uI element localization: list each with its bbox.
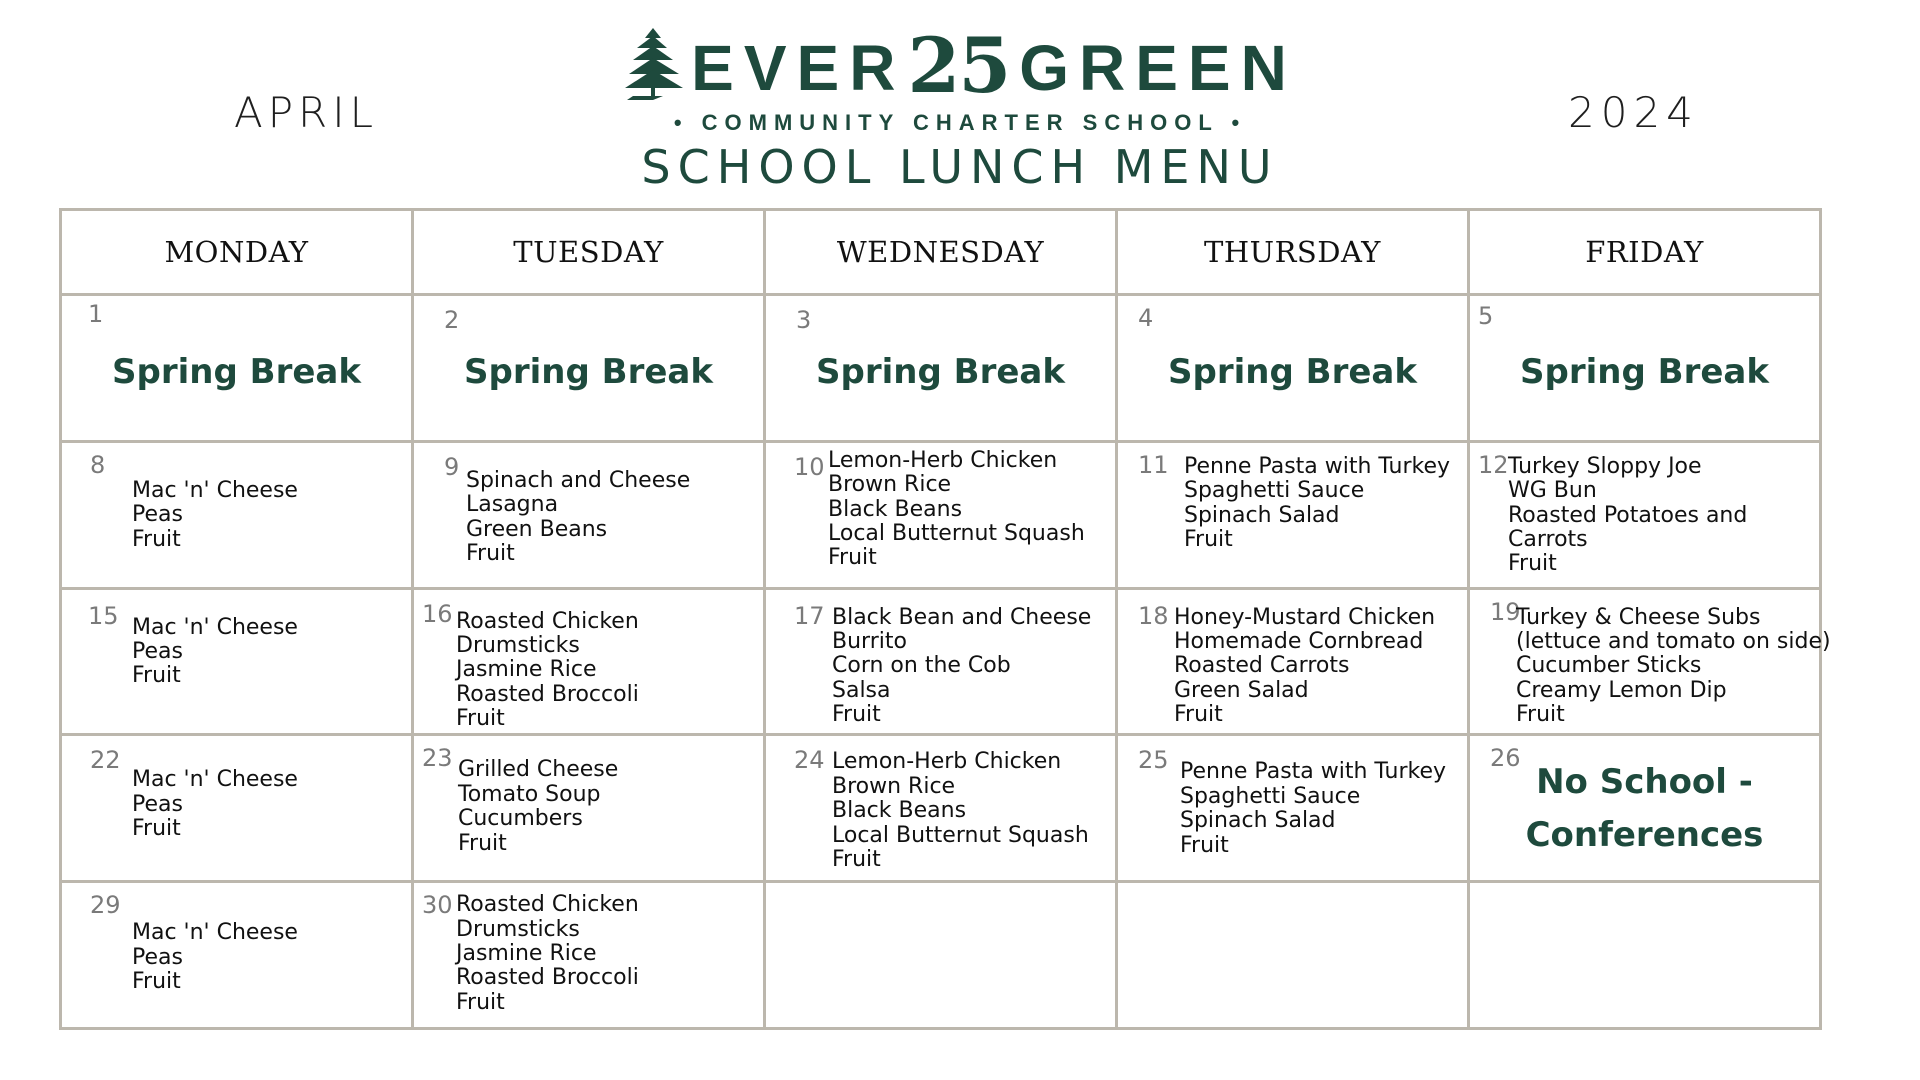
day-cell-tuesday — [413, 441, 765, 588]
meal-item: Spaghetti Sauce — [1184, 478, 1365, 504]
special-day-label: Spring Break — [1168, 352, 1417, 392]
meal-item: Honey-Mustard Chicken — [1174, 604, 1436, 630]
meal-item: Fruit — [458, 830, 507, 856]
meal-item: Burrito — [832, 629, 907, 654]
meal-list — [132, 768, 298, 841]
day-cell-thursday — [1117, 735, 1469, 882]
meal-item: Green Salad — [1174, 677, 1309, 703]
school-name: • COMMUNITY CHARTER SCHOOL • — [673, 110, 1247, 135]
day-number: 22 — [90, 746, 121, 775]
meal-item: Salsa — [832, 677, 891, 703]
day-number: 4 — [1138, 304, 1154, 332]
day-cell-tuesday — [413, 735, 765, 882]
meal-item: Roasted Chicken — [456, 608, 639, 634]
calendar-week-row — [61, 295, 1821, 442]
meal-item: Turkey Sloppy Joe — [1508, 453, 1702, 479]
day-number: 30 — [422, 891, 453, 920]
day-number: 23 — [422, 744, 453, 773]
day-number: 1 — [88, 300, 104, 328]
special-day-line: Conferences — [1525, 815, 1764, 856]
meal-list — [132, 921, 298, 994]
meal-item: Fruit — [1180, 832, 1229, 858]
meal-list — [1516, 606, 1831, 728]
special-day-label — [1470, 756, 1819, 862]
meal-item: Roasted Potatoes and — [1508, 502, 1748, 528]
day-cell-friday — [1469, 441, 1821, 588]
meal-item: Spinach and Cheese — [466, 467, 691, 493]
meal-item: Spinach Salad — [1184, 502, 1340, 528]
meal-item: Turkey & Cheese Subs — [1516, 604, 1761, 630]
meal-item: Fruit — [1516, 702, 1565, 728]
meal-item: Fruit — [1174, 702, 1223, 728]
day-cell-monday — [61, 295, 413, 442]
meal-item: Tomato Soup — [458, 781, 601, 807]
day-number: 2 — [444, 306, 460, 334]
meal-item: Fruit — [828, 545, 877, 571]
weekday-header-row — [61, 210, 1821, 295]
day-cell-monday — [61, 588, 413, 735]
meal-item: Peas — [132, 502, 183, 528]
calendar-week-row — [61, 441, 1821, 588]
school-logo — [0, 21, 1920, 110]
day-cell-tuesday — [413, 295, 765, 442]
logo-word-right: GREEN — [1019, 32, 1297, 104]
page-title: SCHOOL LUNCH MENU — [641, 140, 1279, 194]
day-number: 24 — [794, 746, 825, 775]
weekday-header-wednesday: WEDNESDAY — [765, 210, 1117, 295]
meal-item: Mac 'n' Cheese — [132, 767, 298, 793]
meal-item: Lemon-Herb Chicken — [832, 749, 1062, 775]
meal-item: Fruit — [132, 969, 181, 994]
day-number: 8 — [90, 450, 106, 479]
meal-list — [832, 606, 1091, 728]
meal-item: Jasmine Rice — [456, 657, 597, 683]
day-number: 25 — [1138, 746, 1169, 775]
meal-item: Roasted Broccoli — [456, 965, 639, 991]
meal-item: Drumsticks — [456, 633, 580, 658]
day-number: 5 — [1478, 302, 1494, 330]
lunch-calendar — [59, 208, 1831, 1030]
day-cell-friday — [1469, 295, 1821, 442]
day-cell-thursday — [1117, 588, 1469, 735]
special-day-label: Spring Break — [464, 352, 713, 392]
meal-item: Black Beans — [832, 798, 967, 824]
special-day-label: Spring Break — [1520, 352, 1769, 392]
meal-item: Brown Rice — [828, 472, 952, 498]
meal-item: Peas — [132, 944, 183, 970]
meal-item: Mac 'n' Cheese — [132, 614, 298, 640]
day-number: 29 — [90, 891, 121, 920]
calendar-week-row — [61, 735, 1821, 882]
meal-item: Creamy Lemon Dip — [1516, 677, 1727, 703]
meal-item: Lemon-Herb Chicken — [828, 447, 1058, 473]
meal-item: Peas — [132, 639, 183, 664]
meal-list — [456, 893, 639, 1015]
meal-list — [1174, 606, 1435, 728]
day-cell-thursday — [1117, 882, 1469, 1029]
meal-item: Roasted Carrots — [1174, 653, 1350, 679]
meal-item: Brown Rice — [832, 773, 956, 799]
meal-item: Grilled Cheese — [458, 757, 619, 783]
day-cell-monday — [61, 882, 413, 1029]
day-cell-wednesday — [765, 735, 1117, 882]
day-number: 26 — [1490, 744, 1521, 773]
meal-item: Jasmine Rice — [456, 941, 597, 966]
meal-item: WG Bun — [1508, 478, 1597, 504]
calendar-week-row — [61, 882, 1821, 1029]
meal-item: Black Beans — [828, 496, 963, 522]
meal-list — [1180, 760, 1446, 858]
meal-item: Homemade Cornbread — [1174, 629, 1424, 654]
day-number: 9 — [444, 452, 460, 481]
meal-list — [1184, 455, 1450, 553]
meal-item: Fruit — [466, 541, 515, 567]
meal-list — [132, 616, 298, 689]
meal-item: Penne Pasta with Turkey — [1184, 453, 1451, 479]
day-number: 3 — [796, 306, 812, 334]
meal-item: Spaghetti Sauce — [1180, 783, 1361, 809]
weekday-header-friday: FRIDAY — [1469, 210, 1821, 295]
weekday-header-tuesday: TUESDAY — [413, 210, 765, 295]
special-day-label: Spring Break — [816, 352, 1065, 392]
meal-item: Roasted Broccoli — [456, 681, 639, 707]
day-number: 18 — [1138, 601, 1169, 630]
meal-item: Mac 'n' Cheese — [132, 920, 298, 946]
day-cell-thursday — [1117, 295, 1469, 442]
meal-item: Fruit — [1508, 551, 1557, 577]
meal-item: Fruit — [456, 706, 505, 732]
year-label: 2024 — [1568, 88, 1699, 137]
meal-item: Spinach Salad — [1180, 808, 1336, 834]
day-cell-friday — [1469, 735, 1821, 882]
meal-item: Fruit — [832, 847, 881, 873]
day-cell-wednesday — [765, 882, 1117, 1029]
day-number: 12 — [1478, 450, 1509, 479]
day-number: 19 — [1490, 597, 1521, 626]
school-brand — [0, 22, 1920, 194]
day-number: 15 — [88, 601, 119, 630]
meal-list — [828, 449, 1085, 571]
meal-list — [458, 758, 618, 856]
meal-item: Peas — [132, 791, 183, 817]
meal-item: Local Butternut Squash — [828, 521, 1085, 547]
day-cell-wednesday — [765, 441, 1117, 588]
day-number: 11 — [1138, 450, 1169, 479]
special-day-line: No School - — [1536, 762, 1753, 803]
day-cell-friday — [1469, 588, 1831, 735]
day-number: 16 — [422, 599, 453, 628]
day-number: 10 — [794, 452, 825, 481]
day-cell-wednesday — [765, 588, 1117, 735]
meal-item: Fruit — [1184, 527, 1233, 553]
meal-item: Cucumber Sticks — [1516, 653, 1702, 679]
meal-item: Lasagna — [466, 492, 559, 518]
meal-list — [832, 750, 1089, 872]
weekday-header-thursday: THURSDAY — [1117, 210, 1469, 295]
meal-item: Corn on the Cob — [832, 653, 1011, 679]
logo-word-left: EVER — [691, 32, 906, 104]
day-cell-tuesday — [413, 588, 765, 735]
meal-item: Mac 'n' Cheese — [132, 477, 298, 503]
day-cell-tuesday — [413, 882, 765, 1029]
meal-list — [466, 469, 690, 567]
day-cell-wednesday — [765, 295, 1117, 442]
meal-item: Fruit — [132, 526, 181, 552]
month-label: APRIL — [234, 88, 379, 137]
meal-list — [1508, 455, 1747, 577]
meal-item: Local Butternut Squash — [832, 822, 1089, 848]
meal-item: Penne Pasta with Turkey — [1180, 759, 1447, 785]
meal-item: Fruit — [132, 816, 181, 842]
evergreen-tree-icon — [623, 26, 685, 102]
meal-list — [456, 610, 639, 732]
meal-item: (lettuce and tomato on side) — [1516, 629, 1831, 654]
day-number: 17 — [794, 601, 825, 630]
day-cell-friday — [1469, 882, 1821, 1029]
meal-item: Carrots — [1508, 527, 1588, 553]
logo-number: 25 — [907, 21, 1010, 110]
meal-list — [132, 479, 298, 552]
weekday-header-monday: MONDAY — [61, 210, 413, 295]
meal-item: Roasted Chicken — [456, 892, 639, 918]
meal-item: Fruit — [456, 989, 505, 1015]
meal-item: Green Beans — [466, 516, 608, 542]
meal-item: Drumsticks — [456, 916, 580, 942]
meal-item: Cucumbers — [458, 806, 583, 832]
meal-item: Black Bean and Cheese — [832, 604, 1092, 630]
day-cell-monday — [61, 735, 413, 882]
meal-item: Fruit — [132, 663, 181, 689]
special-day-label: Spring Break — [112, 352, 361, 392]
day-cell-thursday — [1117, 441, 1469, 588]
calendar-week-row — [61, 588, 1821, 735]
day-cell-monday — [61, 441, 413, 588]
meal-item: Fruit — [832, 702, 881, 728]
